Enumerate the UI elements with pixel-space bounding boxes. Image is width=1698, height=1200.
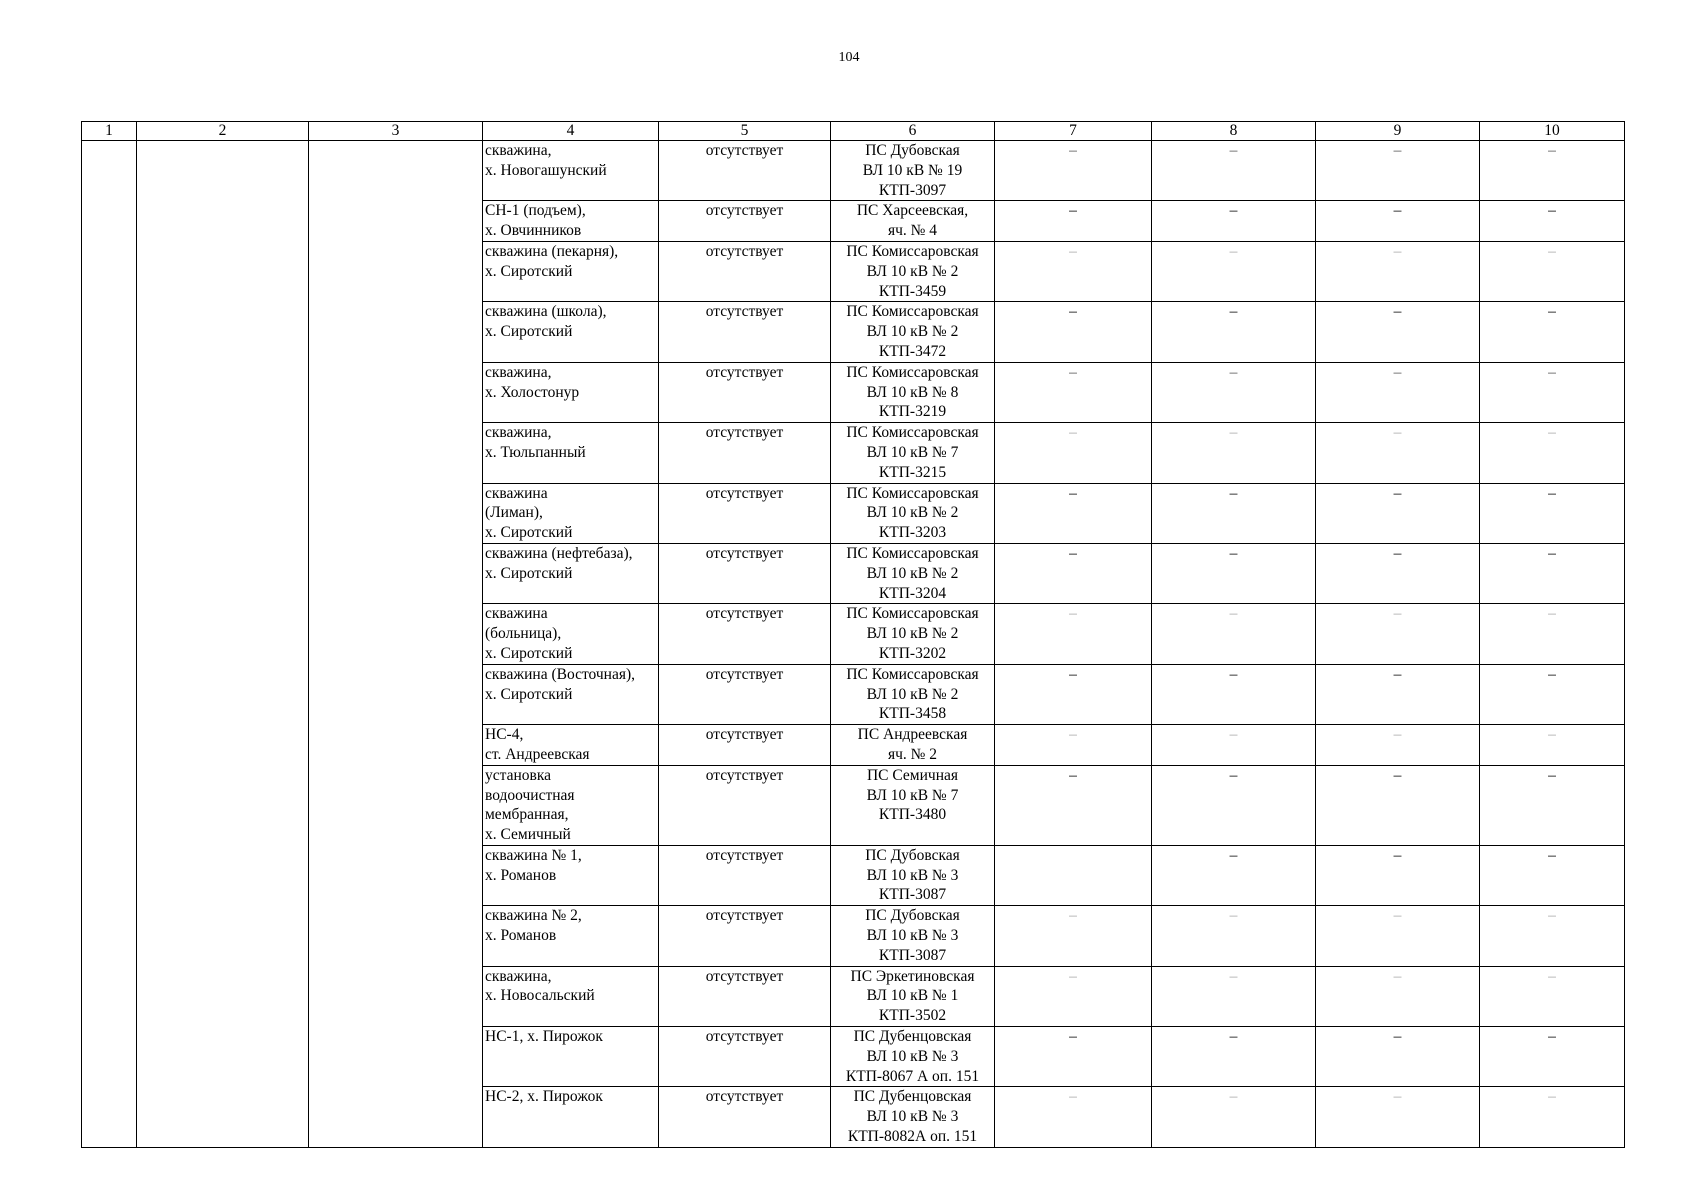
col8-cell: – — [1152, 966, 1316, 1026]
col10-cell: – — [1480, 604, 1625, 664]
col7-cell: – — [995, 141, 1152, 201]
facility-line: скважина (нефтебаза), — [485, 544, 633, 562]
facility-line: скважина — [485, 605, 548, 623]
substation-line: КТП-3202 — [878, 644, 947, 662]
page-number: 104 — [838, 50, 860, 65]
substation-line: КТП-8082А оп. 151 — [847, 1128, 978, 1146]
substation-cell — [831, 604, 995, 664]
substation-line: ВЛ 10 кВ № 1 — [866, 987, 959, 1005]
substation-line: ВЛ 10 кВ № 2 — [866, 504, 959, 522]
substation-cell — [831, 765, 995, 845]
substation-cell — [831, 725, 995, 766]
facility-line: х. Сиротский — [485, 644, 573, 662]
facility-line: (больница), — [485, 625, 562, 643]
col9-cell: – — [1316, 423, 1480, 483]
col8-cell: – — [1152, 543, 1316, 603]
col7-cell: – — [995, 604, 1152, 664]
substation-cell — [831, 423, 995, 483]
col10-cell: – — [1480, 845, 1625, 905]
col9-cell: – — [1316, 1027, 1480, 1087]
facility-line: ст. Андреевская — [485, 745, 590, 763]
facility-line: х. Сиротский — [485, 685, 573, 703]
facility-line: СН-1 (подъем), — [485, 202, 586, 220]
facility-line: х. Романов — [485, 927, 557, 945]
facility-line: мембранная, — [485, 806, 569, 824]
facility-line: х. Тюльпанный — [485, 443, 586, 461]
status-cell: отсутствует — [659, 423, 831, 483]
substation-cell — [831, 664, 995, 724]
facility-cell — [483, 1087, 659, 1147]
substation-cell — [831, 302, 995, 362]
status-cell: отсутствует — [659, 725, 831, 766]
facility-line: скважина, — [485, 967, 552, 985]
col7-cell: – — [995, 423, 1152, 483]
col7-cell: – — [995, 302, 1152, 362]
substation-line: КТП-3087 — [878, 886, 947, 904]
substation-cell — [831, 241, 995, 301]
col8-cell: – — [1152, 906, 1316, 966]
facility-line: скважина (пекарня), — [485, 242, 619, 260]
facility-cell — [483, 423, 659, 483]
col7-cell — [995, 845, 1152, 905]
col10-cell: – — [1480, 362, 1625, 422]
col9-cell: – — [1316, 604, 1480, 664]
substation-cell — [831, 201, 995, 242]
col7-cell: – — [995, 966, 1152, 1026]
substation-line: ПС Комиссаровская — [846, 484, 979, 502]
facility-line: х. Романов — [485, 866, 557, 884]
substation-line: ВЛ 10 кВ № 2 — [866, 685, 959, 703]
substation-line: ВЛ 10 кВ № 7 — [866, 786, 959, 804]
substation-line: яч. № 4 — [887, 222, 938, 240]
facility-line: х. Сиротский — [485, 323, 573, 341]
col8-cell: – — [1152, 201, 1316, 242]
col-header-2: 2 — [137, 122, 309, 141]
substation-cell — [831, 362, 995, 422]
col10-cell: – — [1480, 966, 1625, 1026]
substation-line: КТП-3215 — [878, 463, 947, 481]
col-header-5: 5 — [659, 122, 831, 141]
substation-line: ПС Дубовская — [865, 907, 960, 925]
status-cell: отсутствует — [659, 241, 831, 301]
col-header-4: 4 — [483, 122, 659, 141]
col10-cell: – — [1480, 1087, 1625, 1147]
facility-line: скважина, — [485, 142, 552, 159]
facility-cell — [483, 765, 659, 845]
col10-cell: – — [1480, 543, 1625, 603]
substation-line: ВЛ 10 кВ № 3 — [866, 1108, 959, 1126]
substation-line: КТП-3459 — [878, 282, 947, 300]
facility-line: х. Сиротский — [485, 564, 573, 582]
col10-cell: – — [1480, 302, 1625, 362]
facility-cell — [483, 845, 659, 905]
substation-line: КТП-3502 — [878, 1007, 947, 1025]
substation-line: ВЛ 10 кВ № 2 — [866, 625, 959, 643]
col10-cell: – — [1480, 201, 1625, 242]
col9-cell: – — [1316, 966, 1480, 1026]
col10-cell: – — [1480, 423, 1625, 483]
substation-line: КТП-3203 — [878, 524, 947, 542]
substation-line: ВЛ 10 кВ № 3 — [866, 1047, 959, 1065]
substation-line: ПС Комиссаровская — [846, 363, 979, 381]
facility-cell — [483, 906, 659, 966]
facility-line: НС-2, х. Пирожок — [485, 1088, 603, 1106]
col-header-1: 1 — [82, 122, 137, 141]
col7-cell: – — [995, 725, 1152, 766]
facility-line: скважина, — [485, 424, 552, 442]
substation-line: ПС Андреевская — [857, 726, 968, 744]
col-header-3: 3 — [309, 122, 483, 141]
facility-line: х. Овчинников — [485, 222, 582, 240]
status-cell: отсутствует — [659, 906, 831, 966]
facility-line: скважина (школа), — [485, 303, 607, 321]
col9-cell: – — [1316, 302, 1480, 362]
substation-line: ПС Дубенцовская — [853, 1088, 972, 1106]
substation-cell — [831, 543, 995, 603]
facility-line: х. Новогашунский — [485, 161, 607, 179]
substation-line: ПС Комиссаровская — [846, 424, 979, 442]
col7-cell: – — [995, 362, 1152, 422]
col10-cell: – — [1480, 765, 1625, 845]
substation-line: ВЛ 10 кВ № 2 — [866, 323, 959, 341]
col-header-7: 7 — [995, 122, 1152, 141]
substation-cell — [831, 906, 995, 966]
substation-line: ВЛ 10 кВ № 7 — [866, 443, 959, 461]
col7-cell: – — [995, 664, 1152, 724]
facility-line: скважина (Восточная), — [485, 665, 636, 683]
status-cell: отсутствует — [659, 966, 831, 1026]
col9-cell: – — [1316, 1087, 1480, 1147]
substation-line: КТП-8067 А оп. 151 — [845, 1067, 980, 1085]
col2-cell — [137, 141, 309, 1148]
substation-cell — [831, 845, 995, 905]
facility-cell — [483, 725, 659, 766]
facility-line: х. Сиротский — [485, 262, 573, 280]
col9-cell: – — [1316, 765, 1480, 845]
facility-cell — [483, 302, 659, 362]
col10-cell: – — [1480, 1027, 1625, 1087]
col8-cell: – — [1152, 302, 1316, 362]
facility-cell — [483, 966, 659, 1026]
col8-cell: – — [1152, 423, 1316, 483]
substation-line: ПС Комиссаровская — [846, 544, 979, 562]
substation-line: ПС Семичная — [866, 766, 959, 784]
facility-line: скважина № 2, — [485, 907, 582, 925]
col7-cell: – — [995, 1027, 1152, 1087]
facility-cell — [483, 1027, 659, 1087]
facility-line: х. Сиротский — [485, 524, 573, 542]
col8-cell: – — [1152, 845, 1316, 905]
substation-line: ПС Дубовская — [865, 142, 960, 159]
col-header-8: 8 — [1152, 122, 1316, 141]
facility-cell — [483, 604, 659, 664]
substation-line: ПС Комиссаровская — [846, 605, 979, 623]
status-cell: отсутствует — [659, 664, 831, 724]
col9-cell: – — [1316, 241, 1480, 301]
facility-cell — [483, 141, 659, 201]
substation-line: ПС Дубенцовская — [853, 1028, 972, 1046]
col7-cell: – — [995, 765, 1152, 845]
substation-line: КТП-3097 — [878, 181, 947, 199]
col7-cell: – — [995, 1087, 1152, 1147]
facility-line: х. Холостонур — [485, 383, 580, 401]
facility-cell — [483, 362, 659, 422]
status-cell: отсутствует — [659, 141, 831, 201]
substation-line: ПС Комиссаровская — [846, 303, 979, 321]
facility-line: установка — [485, 766, 552, 784]
substation-line: КТП-3458 — [878, 705, 947, 723]
col10-cell: – — [1480, 725, 1625, 766]
status-cell: отсутствует — [659, 604, 831, 664]
col9-cell: – — [1316, 362, 1480, 422]
substation-line: ВЛ 10 кВ № 8 — [866, 383, 959, 401]
col9-cell: – — [1316, 725, 1480, 766]
status-cell: отсутствует — [659, 1087, 831, 1147]
col-header-10: 10 — [1480, 122, 1625, 141]
facility-line: НС-4, — [485, 726, 524, 744]
col10-cell: – — [1480, 906, 1625, 966]
col3-cell — [309, 141, 483, 1148]
col8-cell: – — [1152, 141, 1316, 201]
col7-cell: – — [995, 483, 1152, 543]
col9-cell: – — [1316, 664, 1480, 724]
status-cell: отсутствует — [659, 483, 831, 543]
col10-cell: – — [1480, 664, 1625, 724]
facility-line: (Лиман), — [485, 504, 543, 522]
col8-cell: – — [1152, 483, 1316, 543]
col10-cell: – — [1480, 241, 1625, 301]
col-header-6: 6 — [831, 122, 995, 141]
col10-cell: – — [1480, 141, 1625, 201]
status-cell: отсутствует — [659, 1027, 831, 1087]
substation-line: ПС Дубовская — [865, 846, 960, 864]
substation-line: ВЛ 10 кВ № 19 — [862, 161, 963, 179]
substation-line: КТП-3472 — [878, 342, 947, 360]
col9-cell: – — [1316, 906, 1480, 966]
col10-cell: – — [1480, 483, 1625, 543]
col7-cell: – — [995, 201, 1152, 242]
col1-cell — [82, 141, 137, 1148]
facility-line: скважина № 1, — [485, 846, 582, 864]
facility-cell — [483, 543, 659, 603]
substation-cell — [831, 483, 995, 543]
table-body — [82, 141, 1625, 1148]
status-cell: отсутствует — [659, 201, 831, 242]
substation-line: яч. № 2 — [887, 745, 938, 763]
data-table — [81, 121, 1625, 1148]
status-cell: отсутствует — [659, 765, 831, 845]
substation-line: ВЛ 10 кВ № 2 — [866, 262, 959, 280]
col-header-9: 9 — [1316, 122, 1480, 141]
facility-cell — [483, 483, 659, 543]
col9-cell: – — [1316, 845, 1480, 905]
col9-cell: – — [1316, 201, 1480, 242]
col7-cell: – — [995, 543, 1152, 603]
col8-cell: – — [1152, 725, 1316, 766]
col9-cell: – — [1316, 483, 1480, 543]
col8-cell: – — [1152, 1027, 1316, 1087]
facility-cell — [483, 241, 659, 301]
substation-line: ПС Комиссаровская — [846, 242, 979, 260]
col7-cell: – — [995, 906, 1152, 966]
substation-line: КТП-3204 — [878, 584, 947, 602]
facility-line: НС-1, х. Пирожок — [485, 1028, 603, 1046]
facility-line: х. Новосальский — [485, 987, 595, 1005]
substation-cell — [831, 966, 995, 1026]
status-cell: отсутствует — [659, 845, 831, 905]
col8-cell: – — [1152, 664, 1316, 724]
col8-cell: – — [1152, 362, 1316, 422]
substation-line: КТП-3219 — [878, 403, 947, 421]
table-row — [82, 141, 1625, 201]
substation-line: ПС Эркетиновская — [850, 967, 975, 985]
header-row — [82, 122, 1625, 141]
substation-line: ВЛ 10 кВ № 2 — [866, 564, 959, 582]
facility-cell — [483, 201, 659, 242]
col9-cell: – — [1316, 543, 1480, 603]
substation-line: КТП-3087 — [878, 946, 947, 964]
status-cell: отсутствует — [659, 362, 831, 422]
facility-line: скважина, — [485, 363, 552, 381]
status-cell: отсутствует — [659, 543, 831, 603]
substation-cell — [831, 1087, 995, 1147]
substation-cell — [831, 141, 995, 201]
col9-cell: – — [1316, 141, 1480, 201]
col8-cell: – — [1152, 604, 1316, 664]
col8-cell: – — [1152, 241, 1316, 301]
substation-cell — [831, 1027, 995, 1087]
facility-line: скважина — [485, 484, 548, 502]
col8-cell: – — [1152, 1087, 1316, 1147]
substation-line: КТП-3480 — [878, 806, 947, 824]
substation-line: ВЛ 10 кВ № 3 — [866, 866, 959, 884]
facility-line: х. Семичный — [485, 826, 571, 844]
substation-line: ПС Комиссаровская — [846, 665, 979, 683]
substation-line: ПС Харсеевская, — [856, 202, 969, 220]
substation-line: ВЛ 10 кВ № 3 — [866, 927, 959, 945]
facility-cell — [483, 664, 659, 724]
col8-cell: – — [1152, 765, 1316, 845]
col7-cell: – — [995, 241, 1152, 301]
facility-line: водоочистная — [485, 786, 575, 804]
status-cell: отсутствует — [659, 302, 831, 362]
